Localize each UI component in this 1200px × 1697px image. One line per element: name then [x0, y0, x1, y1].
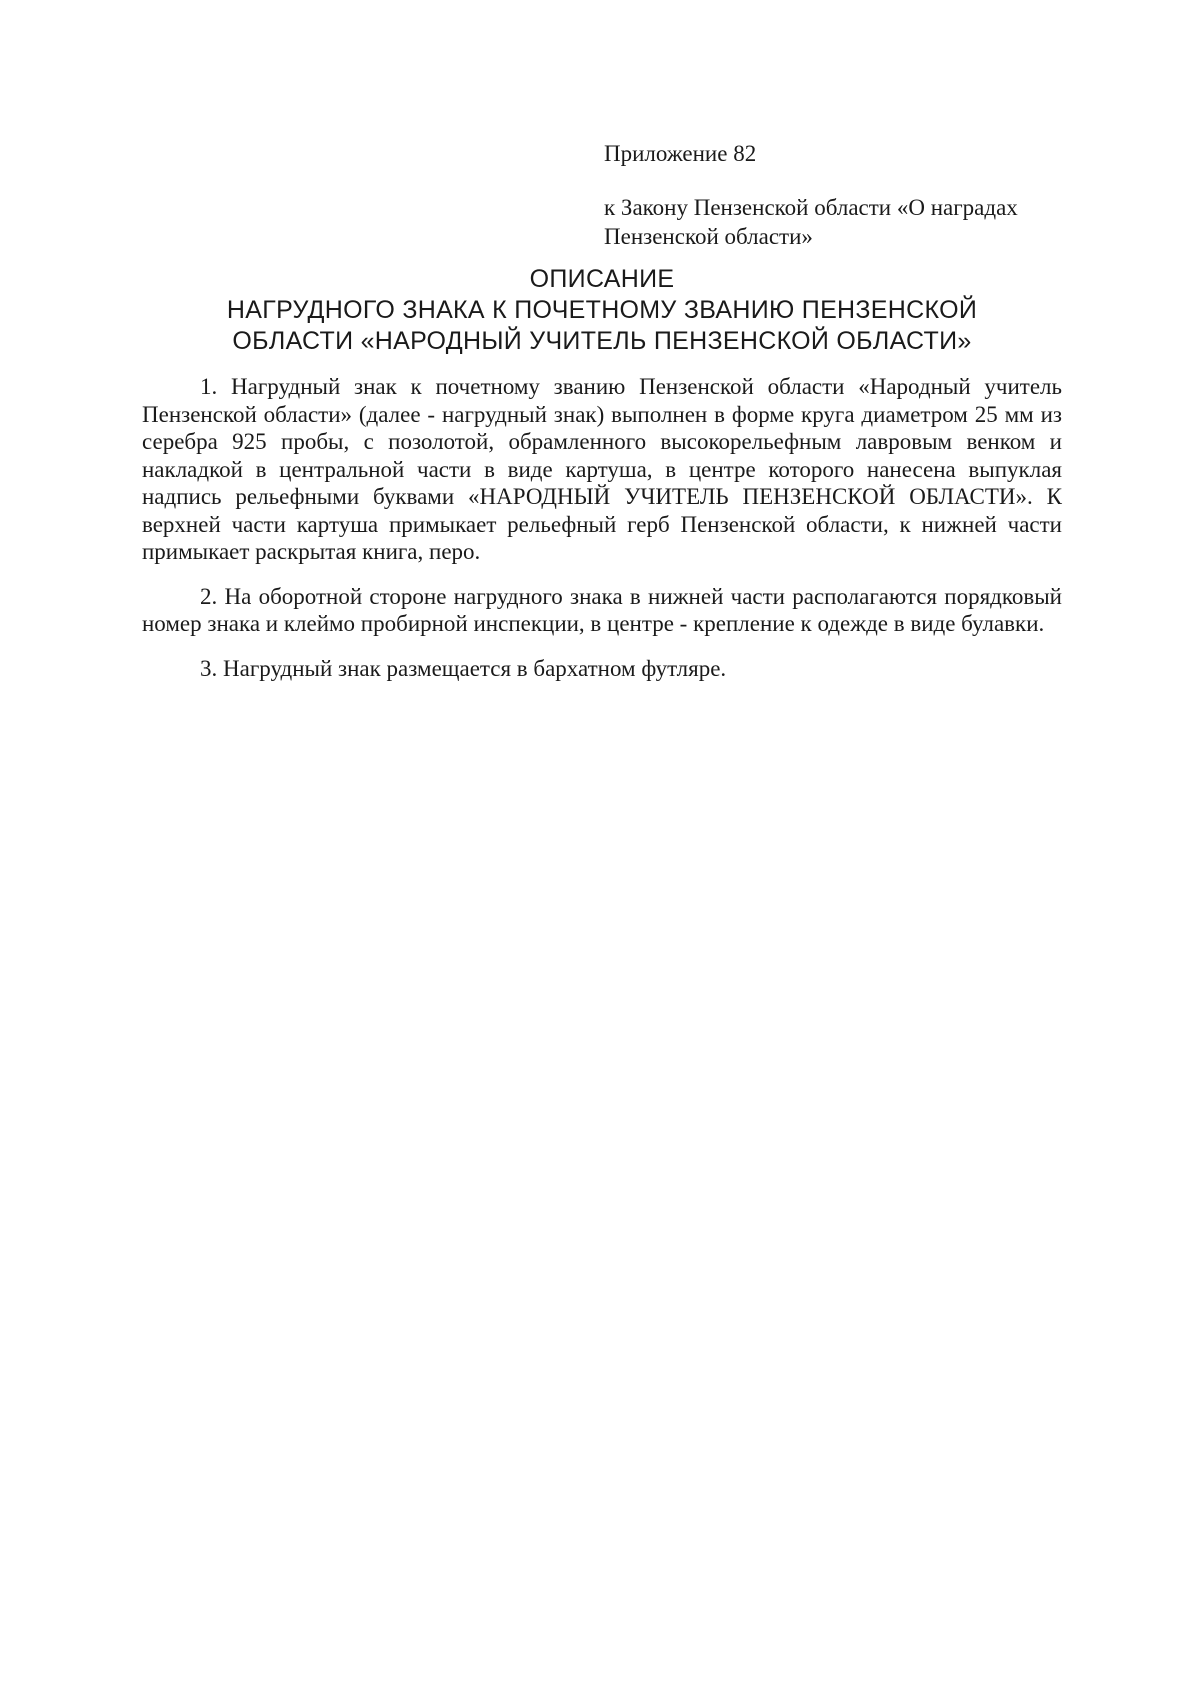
- document-body: [142, 373, 1062, 699]
- title-line-1: ОПИСАНИЕ: [529, 265, 675, 293]
- document-title: [142, 264, 1062, 357]
- law-reference: к Закону Пензенской области «О наградах Пензенской области»: [604, 195, 1018, 249]
- paragraph-3: 3. Нагрудный знак размещается в бархатном футляре.: [200, 655, 727, 681]
- appendix-number: Приложение 82: [604, 141, 757, 166]
- appendix-header: [604, 139, 1074, 251]
- paragraph-1: 1. Нагрудный знак к почетному званию Пензенской области «Народный учитель Пензенской области» (далее - нагрудный знак) выполнен в форме круга диаметром 25 мм из серебра 925 пробы, с позолотой, обрамленного высокорельефным лавровым венком и накладкой в центральной части в виде картуша, в центре которого нанесена выпуклая надпись рельефными буквами «НАРОДНЫЙ УЧИТЕЛЬ ПЕНЗЕНСКОЙ ОБЛАСТИ». К верхней части картуша примыкает рельефный герб Пензенской области, к нижней части примыкает раскрытая книга, перо.: [142, 374, 1062, 564]
- paragraph-2: 2. На оборотной стороне нагрудного знака в нижней части располагаются порядковый номер знака и клеймо пробирной инспекции, в центре - крепление к одежде в виде булавки.: [142, 583, 1062, 636]
- title-line-2: НАГРУДНОГО ЗНАКА К ПОЧЕТНОМУ ЗВАНИЮ ПЕНЗЕНСКОЙ: [226, 296, 978, 324]
- title-line-3: ОБЛАСТИ «НАРОДНЫЙ УЧИТЕЛЬ ПЕНЗЕНСКОЙ ОБЛАСТИ»: [232, 327, 972, 355]
